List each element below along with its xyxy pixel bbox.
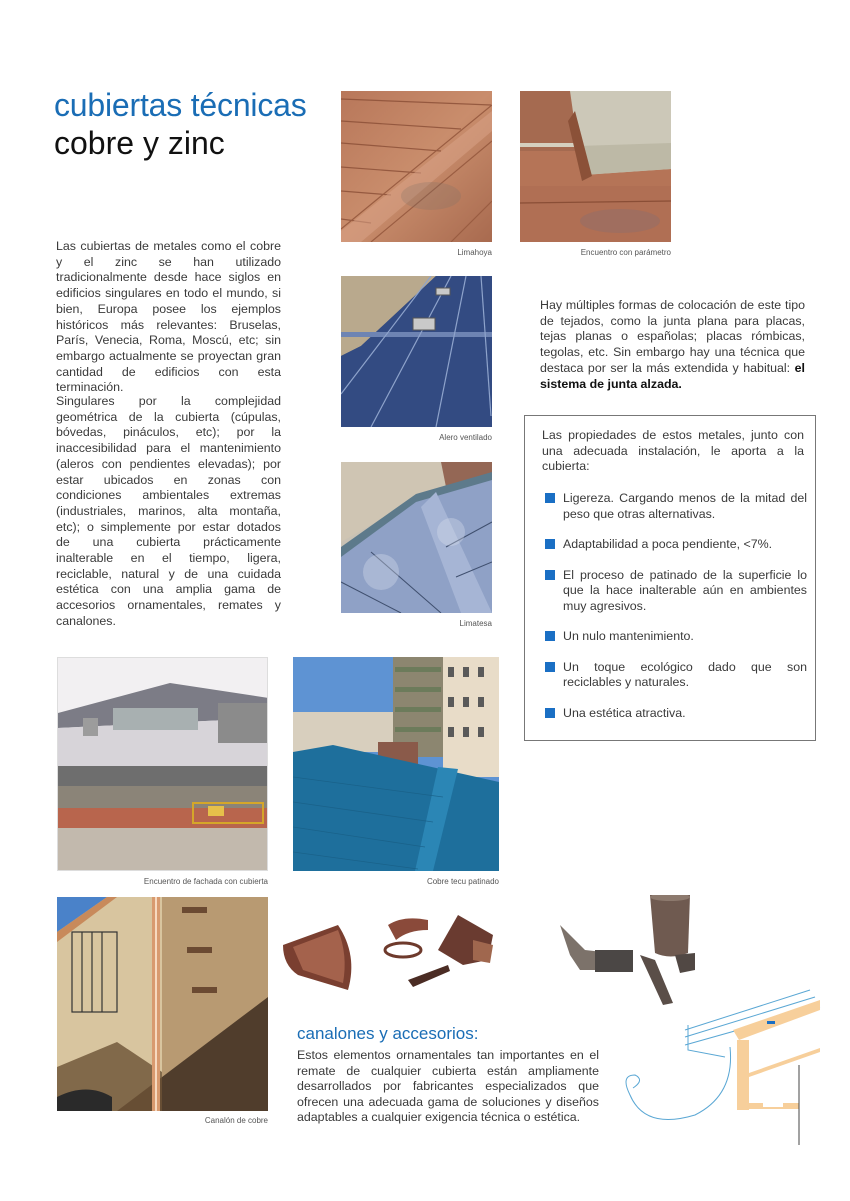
caption-fachada: Encuentro de fachada con cubierta (143, 877, 268, 886)
photo-encuentro-parametro (520, 91, 671, 242)
list-item-text: Una estética atractiva. (563, 705, 686, 720)
square-bullet-icon (545, 662, 555, 672)
square-bullet-icon (545, 493, 555, 503)
photo-alero-ventilado (341, 276, 492, 427)
square-bullet-icon (545, 570, 555, 580)
list-item (545, 568, 807, 615)
photo-accesorios-cobre (278, 905, 503, 1005)
list-item-text: Un nulo mantenimiento. (563, 629, 694, 643)
caption-cobre-tecu: Cobre tecu patinado (426, 877, 499, 886)
accessories-title: canalones y accesorios: (297, 1024, 479, 1043)
photo-limahoya (341, 91, 492, 242)
page-title: cubiertas técnicas (54, 87, 307, 123)
properties-intro: Las propiedades de estos metales, junto con una adecuada instalación, le aporta a la cubierta: (542, 428, 804, 473)
list-item-text: Un toque ecológico dado que son reciclables y naturales. (563, 659, 807, 689)
caption-encuentro-parametro: Encuentro con parámetro (580, 248, 671, 257)
photo-cobre-tecu (293, 657, 499, 871)
square-bullet-icon (545, 631, 555, 641)
caption-canalon-cobre: Canalón de cobre (204, 1116, 268, 1125)
square-bullet-icon (545, 708, 555, 718)
list-item-text: El proceso de patinado de la superficie lo que la hace inalterable aún en ambientes muy agresivos. (563, 567, 807, 613)
intro-paragraph-1: Las cubiertas de metales como el cobre y el zinc se han utilizado tradicionalmente desde hace siglos en edificios singulares en todo el mundo, si bien, Europa posee los ejemplos históricos más relevantes: Bruselas, París, Venecia, Roma, Moscú, etc; sin embargo actualmente se proyectan gran cantidad de edificios con esta terminación. (56, 239, 281, 395)
photo-limatesa (341, 462, 492, 613)
list-item (545, 537, 807, 553)
caption-limatesa: Limatesa (459, 619, 492, 628)
square-bullet-icon (545, 539, 555, 549)
list-item (545, 629, 807, 645)
properties-list (545, 491, 807, 736)
list-item-text: Adaptabilidad a poca pendiente, <7%. (563, 537, 773, 551)
caption-alero-ventilado: Alero ventilado (439, 433, 492, 442)
intro-paragraph-2: Singulares por la complejidad geométrica de la cubierta (cúpulas, bóvedas, pináculos, etc); por la inaccesibilidad para el mantenimiento (aleros con pendientes elevadas); por estar ubicados en zonas con condiciones ambientales extremas (industriales, marinos, alta montaña, etc); o simplemente por estar dotados de una cubierta prácticamente inalterable en el tiempo, ligera, reciclable, natural y de una cuidada estética con una amplia gama de accesorios ornamentales, remates y canalones. (56, 394, 281, 628)
techniques-highlight: el sistema de junta alzada. (540, 360, 805, 391)
list-item-text: Ligereza. Cargando menos de la mitad del peso que otras alternativas. (563, 491, 807, 521)
eave-detail-diagram (615, 985, 825, 1150)
accessories-paragraph: Estos elementos ornamentales tan importantes en el remate de cualquier cubierta están ampliamente desarrollados por fabricantes especializados que ofrecen una adecuada gama de soluciones y diseños adaptables a cualquier exigencia técnica o estética. (297, 1048, 599, 1125)
list-item (545, 660, 807, 691)
list-item (545, 706, 807, 722)
list-item (545, 491, 807, 522)
properties-box (524, 415, 816, 741)
photo-canalon-cobre (57, 897, 268, 1111)
techniques-paragraph (540, 298, 805, 392)
caption-limahoya: Limahoya (457, 248, 492, 257)
photo-fachada-cubierta (57, 657, 268, 871)
techniques-text: Hay múltiples formas de colocación de este tipo de tejados, como la junta plana para placas, tejas planas o españolas; placas rómbicas, tegolas, etc. Sin embargo hay una técnica que destaca por ser la más extendida y habitual: (540, 298, 805, 375)
page-subtitle: cobre y zinc (54, 125, 225, 161)
